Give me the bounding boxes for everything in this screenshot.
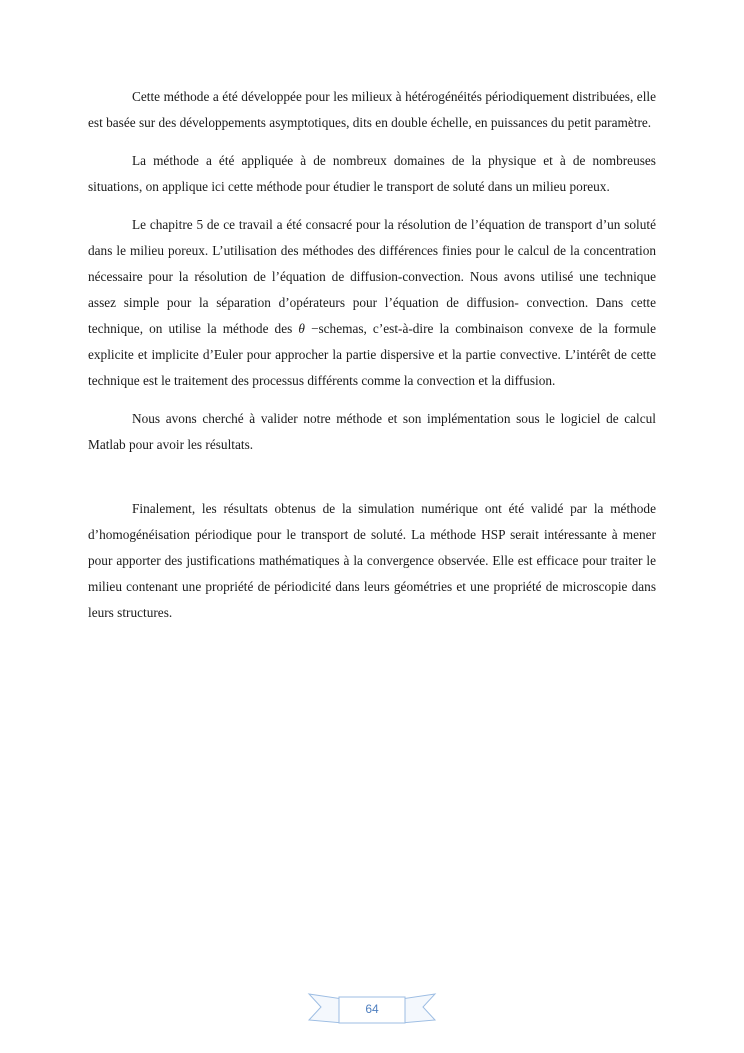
ribbon-right-tail	[401, 994, 435, 1023]
paragraph-chapter-5	[88, 212, 656, 394]
paragraph-chapter-5-part-1: Le chapitre 5 de ce travail a été consacré pour la résolution de l’équation de transport d’un soluté dans le milieu poreux. L’utilisation des méthodes des différences finies pour le calcul de la concentration nécessaire pour la résolution de l’équation de diffusion-convection. Nous avons utilisé une technique assez simple pour la séparation d’opérateurs pour l’équation de diffusion- convection. Dans cette technique, on utilise la méthode des	[88, 217, 656, 336]
paragraph-chapter-5-part-2: −schemas, c’est-à-dire la combinaison convexe de la formule explicite et implicite d’Euler pour approcher la partie dispersive et la partie convective. L’intérêt de cette technique est le traitement des processus différents comme la convection et la diffusion.	[88, 321, 656, 388]
ribbon-left-tail	[309, 994, 343, 1023]
paragraph-applications: La méthode a été appliquée à de nombreux domaines de la physique et à de nombreuses situations, on applique ici cette méthode pour étudier le transport de soluté dans un milieu poreux.	[88, 153, 656, 194]
theta-symbol: θ	[298, 321, 305, 336]
page-number-ribbon	[307, 990, 437, 1028]
paragraph-conclusion: Finalement, les résultats obtenus de la simulation numérique ont été validé par la méthode d’homogénéisation périodique pour le transport de soluté. La méthode HSP serait intéressante à mener pour apporter des justifications mathématiques à la convergence observée. Elle est efficace pour traiter le milieu contenant une propriété de périodicité dans leurs géométries et une propriété de microscopie dans leurs structures.	[88, 501, 656, 620]
page-number: 64	[365, 1002, 379, 1016]
paragraph-validation: Nous avons cherché à valider notre méthode et son implémentation sous le logiciel de calcul Matlab pour avoir les résultats.	[88, 411, 656, 452]
paragraph-intro-method: Cette méthode a été développée pour les milieux à hétérogénéités périodiquement distribuées, elle est basée sur des développements asymptotiques, dits en double échelle, en puissances du petit paramètre.	[88, 89, 656, 130]
page-body	[88, 84, 656, 638]
